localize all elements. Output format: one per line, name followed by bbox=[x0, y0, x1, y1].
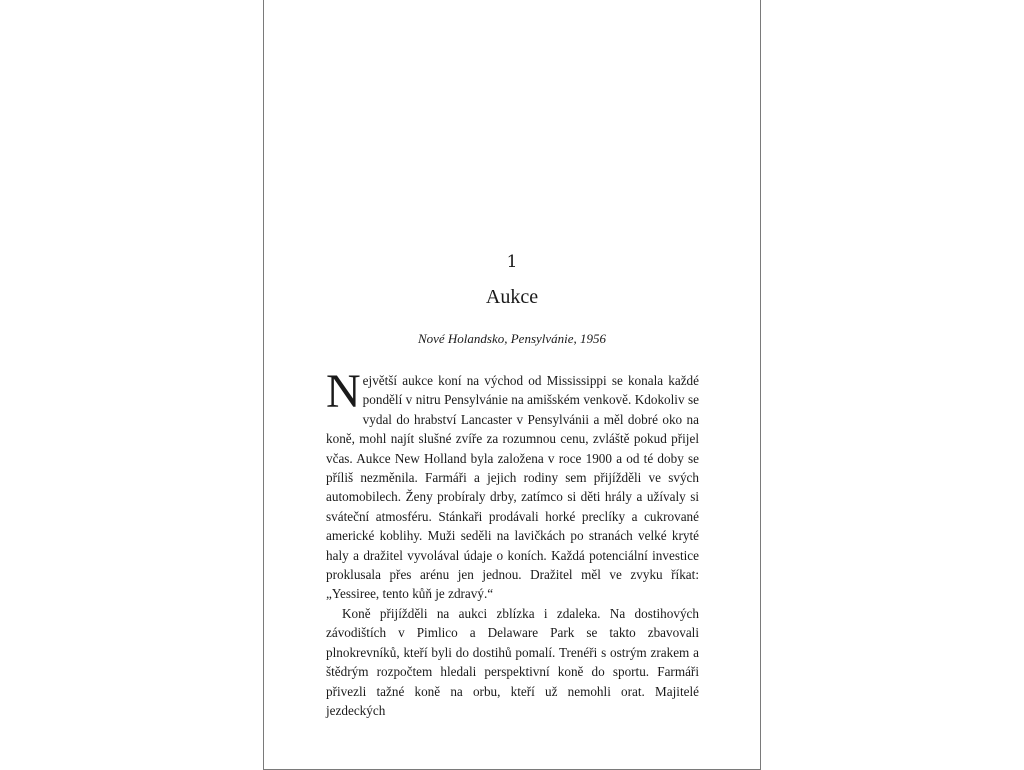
chapter-place-date: Nové Holandsko, Pensylvánie, 1956 bbox=[417, 331, 607, 346]
drop-cap: N bbox=[326, 365, 361, 418]
chapter-number: 1 bbox=[506, 252, 518, 272]
book-page bbox=[263, 0, 761, 770]
chapter-title: Aukce bbox=[485, 286, 539, 308]
paragraph-1-text: ejvětší aukce koní na východ od Mississippi se konala každé pondělí v nitru Pensylvánie na amišském venkově. Kdokoliv se vydal do hrabství Lancaster v Pensylvánii a měl dobré oko na koně, mohl najít slušné zvíře za rozumnou cenu, zvláště pokud přijel včas. Aukce New Holland byla založena v roce 1900 a od té doby se příliš nezměnila. Farmáři a jejich rodiny sem přijížděli ve svých automobilech. Ženy probíraly drby, zatímco si děti hrály a užívaly si sváteční atmosféru. Stánkaři prodávali horké preclíky a cukrované americké koblihy. Muži seděli na lavičkách po stranách velké kryté haly a dražitel vyvolával údaje o koních. Každá potenciální investice proklusala přes arénu jen jednou. Dražitel měl ve zvyku říkat: „Yessiree, tento kůň je zdravý.“ bbox=[326, 373, 699, 602]
body-text bbox=[326, 365, 699, 720]
paragraph-1 bbox=[326, 365, 699, 604]
paragraph-2: Koně přijížděli na aukci zblízka i zdaleka. Na dostihových závodištích v Pimlico a Delaware Park se takto zbavovali plnokrevníků, kteří byli do dostihů pomalí. Trenéři s ostrým zrakem a štědrým rozpočtem hledali perspektivní koně do sportu. Farmáři přivezli tažné koně na orbu, kteří už nemohli orat. Majitelé jezdeckých bbox=[326, 605, 699, 718]
